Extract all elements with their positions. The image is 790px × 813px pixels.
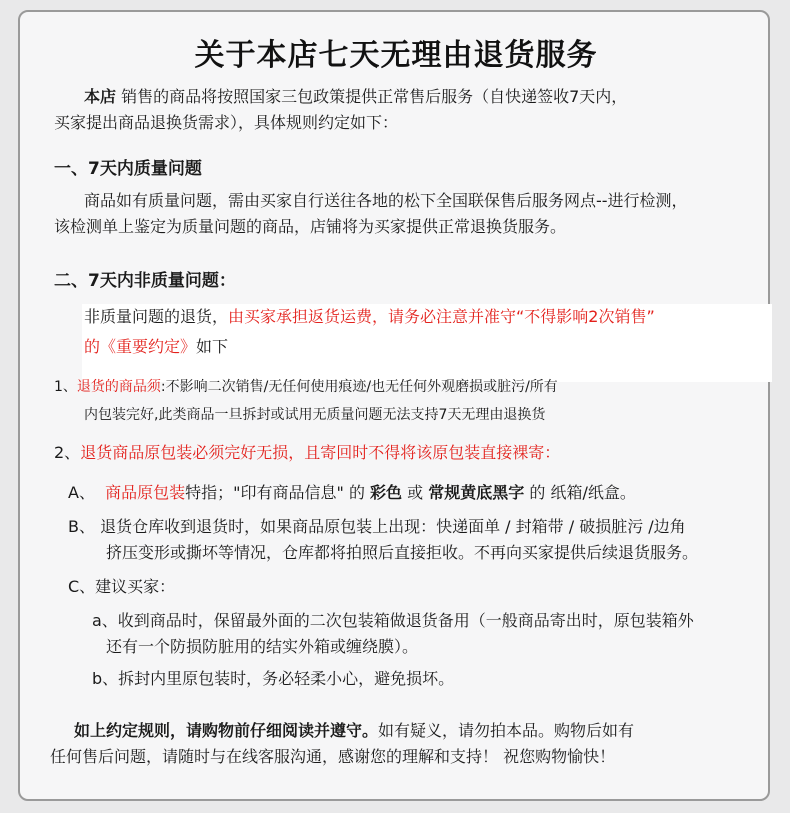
section2-text-after: 如下	[196, 337, 229, 356]
rule1-text: :不影响二次销售/无任何使用痕迹/也无任何外观磨损或脏污/所有	[160, 379, 558, 395]
store-label: 本店	[84, 87, 117, 106]
itemA-bold1: 彩色	[370, 483, 403, 502]
itemC-a-line-2: 还有一个防损防脏用的结实外箱或缠绕膜）。	[106, 637, 419, 656]
rule2-red: 退货商品原包装必须完好无损，且寄回时不得将该原包装直接裸寄：	[80, 443, 561, 462]
itemB-line-2: 挤压变形或撕坏等情况，仓库都将拍照后直接拒收。不再向买家提供后续退货服务。	[106, 543, 699, 562]
rule1-red: 退货的商品须	[76, 379, 161, 395]
section1-heading: 一、7天内质量问题	[54, 159, 202, 179]
page-title: 关于本店七天无理由退货服务	[194, 38, 598, 73]
intro-line-1	[84, 86, 627, 108]
footer-text: 如有疑义，请勿拍本品。购物后如有	[378, 721, 635, 740]
policy-card	[18, 10, 770, 801]
rule1-line-1	[54, 376, 558, 398]
footer-bold: 如上约定规则，请购物前仔细阅读并遵守。	[74, 721, 379, 740]
itemB-line-1: B、 退货仓库收到退货时，如果商品原包装上出现：快递面单 / 封箱带 / 破损脏污 /边角	[68, 517, 686, 536]
rule1-line-2: 内包装完好,此类商品一旦拆封或试用无质量问题无法支持7天无理由退换货	[84, 407, 546, 423]
itemC-a-line-1: a、收到商品时，保留最外面的二次包装箱做退货备用（一般商品寄出时，原包装箱外	[92, 611, 694, 630]
section1-line-1: 商品如有质量问题，需由买家自行送往各地的松下全国联保售后服务网点--进行检测，	[84, 191, 688, 210]
rule2-line	[54, 442, 560, 464]
important-agreement: 的《重要约定》	[84, 337, 197, 356]
section2-line-2	[84, 336, 228, 358]
intro-text: 销售的商品将按照国家三包政策提供正常售后服务（自快递签收7天内，	[121, 87, 628, 106]
footer-line-1	[74, 720, 634, 742]
intro-line-2: 买家提出商品退换货需求），具体规则约定如下：	[54, 113, 399, 132]
section2-heading: 二、7天内非质量问题：	[54, 271, 236, 291]
itemC-b-line-1: b、拆封内里原包装时，务必轻柔小心，避免损坏。	[92, 669, 455, 688]
section2-line-1	[84, 306, 655, 328]
rule1-number: 1、	[54, 379, 77, 395]
itemA-line	[68, 482, 636, 504]
itemA-bold2: 常规黄底黑字	[428, 483, 525, 502]
itemA-label: A、	[68, 483, 95, 502]
footer-line-2: 任何售后问题，请随时与在线客服沟通，感谢您的理解和支持！ 祝您购物愉快！	[50, 747, 616, 766]
itemA-red: 商品原包装	[105, 483, 186, 502]
itemC-heading: C、建议买家：	[68, 577, 176, 596]
itemA-text1: 特指；"印有商品信息" 的	[185, 483, 365, 502]
itemA-text3: 的 纸箱/纸盒。	[529, 483, 636, 502]
rule2-number: 2、	[54, 443, 81, 462]
section1-line-2: 该检测单上鉴定为质量问题的商品，店铺将为买家提供正常退换货服务。	[54, 217, 567, 236]
section2-text-red: 由买家承担返货运费，请务必注意并准守“不得影响2次销售”	[228, 307, 655, 326]
itemA-text2: 或	[407, 483, 424, 502]
section2-text-black: 非质量问题的退货，	[84, 307, 229, 326]
